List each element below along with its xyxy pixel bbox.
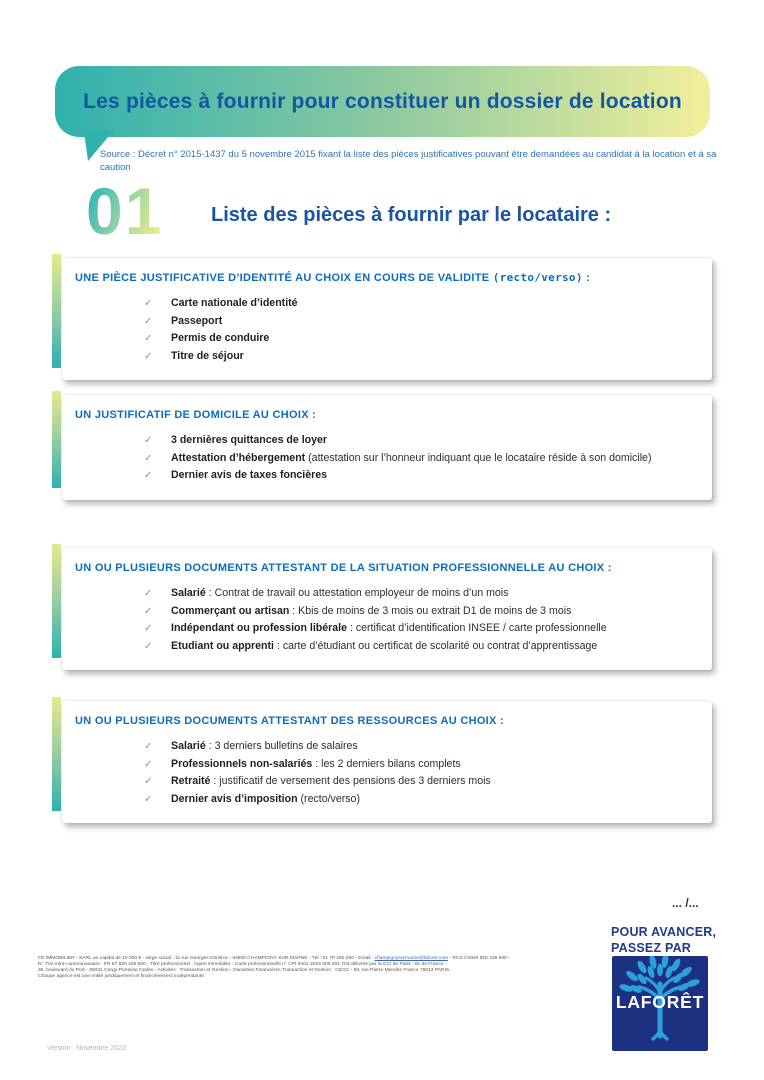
section-title: UN OU PLUSIEURS DOCUMENTS ATTESTANT DE LA SITUATION PROFESSIONNELLE AU CHOIX :	[75, 562, 612, 574]
checklist-item	[75, 756, 698, 774]
title-banner	[55, 66, 710, 137]
checkmark-icon: ✓	[144, 758, 153, 770]
checklist-item	[75, 313, 698, 331]
item-text: Passeport	[171, 314, 223, 327]
item-text: Carte nationale d’identité	[171, 297, 298, 309]
section-card	[62, 258, 712, 380]
logo-wordmark: LAFORÊT	[615, 992, 705, 1012]
item-text: Permis de conduire	[171, 332, 270, 345]
checklist-item	[75, 585, 698, 603]
section-title: UN JUSTIFICATIF DE DOMICILE AU CHOIX :	[75, 409, 317, 421]
checklist-item	[75, 295, 698, 313]
checkmark-icon: ✓	[144, 640, 153, 652]
accent-bar	[52, 697, 61, 811]
item-text: Attestation d’hébergement (attestation sur l’honneur indiquant que le locataire réside à son domicile)	[171, 451, 652, 464]
legal-text	[38, 956, 510, 980]
item-text: Retraité : justificatif de versement des pensions des 3 derniers mois	[171, 775, 491, 788]
checkmark-icon: ✓	[144, 588, 153, 599]
document-section	[52, 395, 712, 500]
checklist-item	[75, 450, 698, 468]
item-text: 3 dernières quittances de loyer	[171, 434, 328, 446]
item-text: Dernier avis d’imposition (recto/verso)	[171, 792, 360, 805]
pagination-dots: ... /...	[672, 896, 699, 910]
document-section	[52, 548, 712, 670]
accent-bar	[52, 254, 61, 368]
checklist-item	[75, 348, 698, 366]
checklist-item	[75, 467, 698, 485]
checkmark-icon: ✓	[144, 350, 153, 362]
section-title: UN OU PLUSIEURS DOCUMENTS ATTESTANT DES RESSOURCES AU CHOIX :	[75, 715, 504, 727]
legal-line: FD IMMOBILIER - SARL au capital de 10 000 € - siège social : 11 rue Georges Dimitrov - 94500 CHAMPIGNY SUR MARNE - Tél : 01 70 260 250 - Email : champignysurmarne@laforet.com - RCS Créteil 820 426 500 -	[38, 956, 510, 961]
checklist	[75, 585, 698, 655]
checklist-item	[75, 432, 698, 450]
checklist	[75, 432, 698, 485]
document-section	[52, 701, 712, 823]
checklist-item	[75, 330, 698, 348]
section-card	[62, 701, 712, 823]
checkmark-icon: ✓	[144, 315, 153, 327]
item-text: Commerçant ou artisan : Kbis de moins de 3 mois ou extrait D1 de moins de 3 mois	[171, 604, 572, 617]
legal-line: N° TVA intra-communautaire : FR 57 820 426 500 - Titre professionnel : Agent immobilier - Carte professionnelle n° CPI 9401 2016 000 001 703 délivrée par la CCI de Paris - Ile de France -	[38, 962, 447, 968]
item-text: Etudiant ou apprenti : carte d’étudiant ou certificat de scolarité ou contrat d’apprentissage	[171, 639, 598, 652]
accent-bar	[52, 391, 61, 488]
checkmark-icon: ✓	[144, 623, 153, 635]
legal-line: 35, boulevard du Port - 95031 Cergy-Pontoise Cedex - Activités : Transaction et Gestion - Garanties Financières Transaction et Gestion : CEGC - 50, rue Pierre Mendès France 75013 PARIS.	[38, 968, 451, 974]
document-title: Les pièces à fournir pour constituer un dossier de location	[83, 89, 682, 113]
item-text: Salarié : 3 derniers bulletins de salaires	[171, 740, 358, 752]
item-text: Professionnels non-salariés : les 2 derniers bilans complets	[171, 757, 461, 770]
brand-slogan: POUR AVANCER, PASSEZ PAR	[611, 925, 717, 955]
source-note: Source : Décret n° 2015-1437 du 5 novembre 2015 fixant la liste des pièces justificatives pouvant être demandées au candidat à la location et à sa caution	[100, 149, 717, 173]
checkmark-icon: ✓	[144, 470, 153, 482]
section-number: 01	[86, 174, 164, 248]
checklist-item	[75, 773, 698, 791]
checkmark-icon: ✓	[144, 435, 153, 446]
checklist-item	[75, 791, 698, 809]
checklist-item	[75, 620, 698, 638]
section-title: UNE PIÈCE JUSTIFICATIVE D’IDENTITÉ AU CHOIX EN COURS DE VALIDITE (recto/verso) :	[75, 271, 591, 284]
checklist-item	[75, 738, 698, 756]
checkmark-icon: ✓	[144, 793, 153, 805]
checkmark-icon: ✓	[144, 333, 153, 345]
email-link[interactable]: champignysurmarne@laforet.com	[374, 956, 449, 961]
checkmark-icon: ✓	[144, 741, 153, 752]
checklist	[75, 295, 698, 365]
section-card	[62, 395, 712, 500]
checkmark-icon: ✓	[144, 298, 153, 309]
laforet-logo	[612, 956, 708, 1051]
item-text: Titre de séjour	[171, 349, 244, 362]
item-text: Salarié : Contrat de travail ou attestation employeur de moins d’un mois	[171, 587, 509, 599]
checkmark-icon: ✓	[144, 605, 153, 617]
item-text: Dernier avis de taxes foncières	[171, 469, 328, 482]
checklist-item	[75, 638, 698, 656]
version-note: Version : Novembre 2023	[47, 1045, 126, 1052]
legal-line: Chaque agence est une entité juridiquement et financièrement indépendante.	[38, 974, 206, 980]
document-section	[52, 258, 712, 380]
section-card	[62, 548, 712, 670]
accent-bar	[52, 544, 61, 658]
item-text: Indépendant ou profession libérale : certificat d’identification INSEE / carte professionnelle	[171, 622, 607, 635]
checklist	[75, 738, 698, 808]
checklist-item	[75, 603, 698, 621]
checkmark-icon: ✓	[144, 452, 153, 464]
checkmark-icon: ✓	[144, 776, 153, 788]
page-heading: Liste des pièces à fournir par le locataire :	[211, 204, 612, 226]
